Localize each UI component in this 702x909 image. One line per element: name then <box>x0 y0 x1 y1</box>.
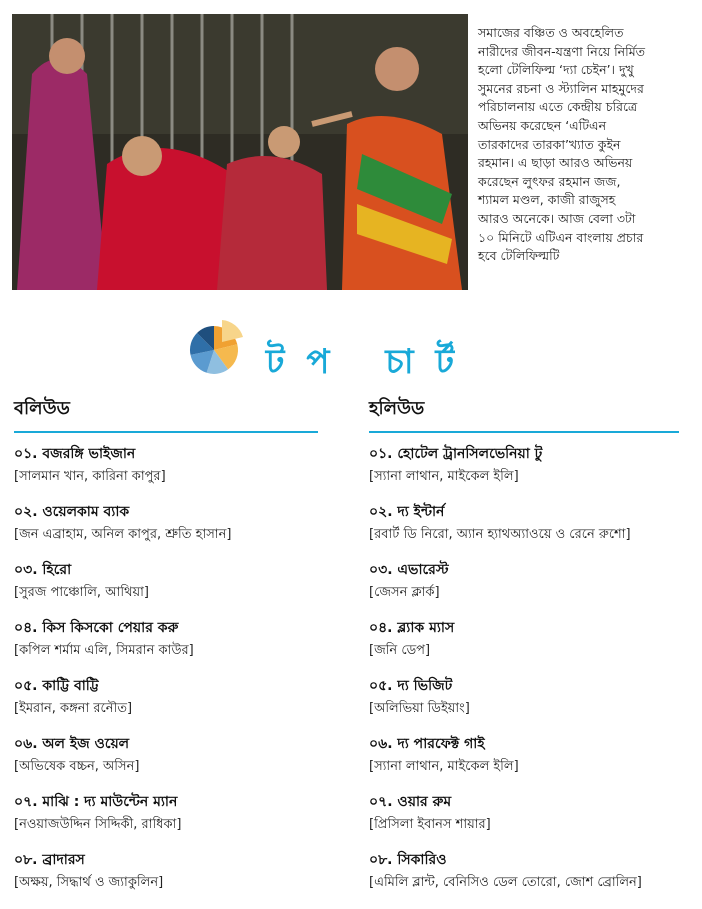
movie-title: ০৬. দ্য পারফেক্ট গাই <box>369 736 485 752</box>
movie-cast: [অক্ষয়, সিদ্ধার্থ ও জ্যাকুলিন] <box>14 875 164 890</box>
list-item <box>369 851 679 892</box>
list-item <box>14 851 318 892</box>
movie-title: ০৫. কাট্টি বাট্টি <box>14 678 99 694</box>
movie-title: ০৩. হিরো <box>14 562 72 578</box>
bollywood-heading: বলিউড <box>14 394 318 433</box>
movie-cast: [জেসন ক্লার্ক] <box>369 585 440 600</box>
movie-title: ০৭. ওয়ার রুম <box>369 794 452 810</box>
movie-cast: [জন এব্রাহাম, অনিল কাপুর, শ্রুতি হাসান] <box>14 527 232 542</box>
movie-title: ০২. দ্য ইন্টার্ন <box>369 504 445 520</box>
list-item <box>369 503 679 544</box>
list-item <box>14 793 318 834</box>
movie-cast: [স্যানা লাথান, মাইকেল ইলি] <box>369 469 519 484</box>
telefilm-photo <box>12 14 468 290</box>
movie-title: ০৭. মাঝি : দ্য মাউন্টেন ম্যান <box>14 794 178 810</box>
movie-title: ০৬. অল ইজ ওয়েল <box>14 736 130 752</box>
movie-cast: [কপিল শর্মাম এলি, সিমরান কাউর] <box>14 643 194 658</box>
hollywood-heading: হলিউড <box>369 394 679 433</box>
movie-cast: [প্রিসিলা ইবানস শায়ার] <box>369 817 491 832</box>
movie-title: ০৫. দ্য ভিজিট <box>369 678 453 694</box>
list-item <box>369 561 679 602</box>
bollywood-column <box>14 394 318 909</box>
top-chart-title: টপ চার্ট <box>265 342 477 382</box>
list-item <box>369 445 679 486</box>
movie-title: ০২. ওয়েলকাম ব্যাক <box>14 504 130 520</box>
movie-title: ০৪. কিস কিসকো পেয়ার করু <box>14 620 179 636</box>
movie-title: ০১. বজরঙ্গি ভাইজান <box>14 446 136 462</box>
list-item <box>14 445 318 486</box>
list-item <box>14 561 318 602</box>
movie-cast: [নওয়াজউদ্দিন সিদ্দিকী, রাধিকা] <box>14 817 182 832</box>
movie-cast: [রবার্ট ডি নিরো, অ্যান হ্যাথঅ্যাওয়ে ও রেনে রুশো] <box>369 527 631 542</box>
list-item <box>14 735 318 776</box>
list-item <box>369 677 679 718</box>
list-item <box>14 503 318 544</box>
movie-cast: [এমিলি ব্লান্ট, বেনিসিও ডেল তোরো, জোশ ব্রোলিন] <box>369 875 642 890</box>
list-item <box>14 677 318 718</box>
movie-title: ০৮. ব্রাদারস <box>14 852 85 868</box>
movie-cast: [সুরজ পাঞ্চোলি, আথিয়া] <box>14 585 149 600</box>
movie-title: ০৮. সিকারিও <box>369 852 447 868</box>
movie-cast: [অলিভিয়া ডিইয়াং] <box>369 701 470 716</box>
photo-caption: সমাজের বঞ্চিত ও অবহেলিত নারীদের জীবন-যন্ত্রণা নিয়ে নির্মিত হলো টেলিফিল্ম ‘দ্যা চেইন’। দুখু সুমনের রচনা ও স্ট্যালিন মাহমুদের পরিচালনায় এতে কেন্দ্রীয় চরিত্রে অভিনয় করেছেন ‘এটিএন তারকাদের তারকা’খ্যাত কুইন রহমান। এ ছাড়া আরও অভিনয় করেছেন লুৎফর রহমান জজ, শ্যামল মণ্ডল, কাজী রাজুসহ আরও অনেকে। আজ বেলা ৩টা ১০ মিনিটে এটিএন বাংলায় প্রচার হবে টেলিফিল্মটি <box>478 25 646 264</box>
movie-title: ০১. হোটেল ট্রানসিলভেনিয়া টু <box>369 446 543 462</box>
movie-title: ০৪. ব্ল্যাক ম্যাস <box>369 620 455 636</box>
movie-cast: [ইমরান, কঙ্গনা রনৌত] <box>14 701 133 716</box>
list-item <box>14 619 318 660</box>
list-item <box>369 735 679 776</box>
movie-cast: [স্যানা লাথান, মাইকেল ইলি] <box>369 759 519 774</box>
movie-title: ০৩. এভারেস্ট <box>369 562 449 578</box>
movie-cast: [জনি ডেপ] <box>369 643 431 658</box>
list-item <box>369 793 679 834</box>
list-item <box>369 619 679 660</box>
hollywood-column <box>369 394 679 909</box>
movie-cast: [অভিষেক বচ্চন, অসিন] <box>14 759 140 774</box>
movie-cast: [সালমান খান, কারিনা কাপুর] <box>14 469 166 484</box>
